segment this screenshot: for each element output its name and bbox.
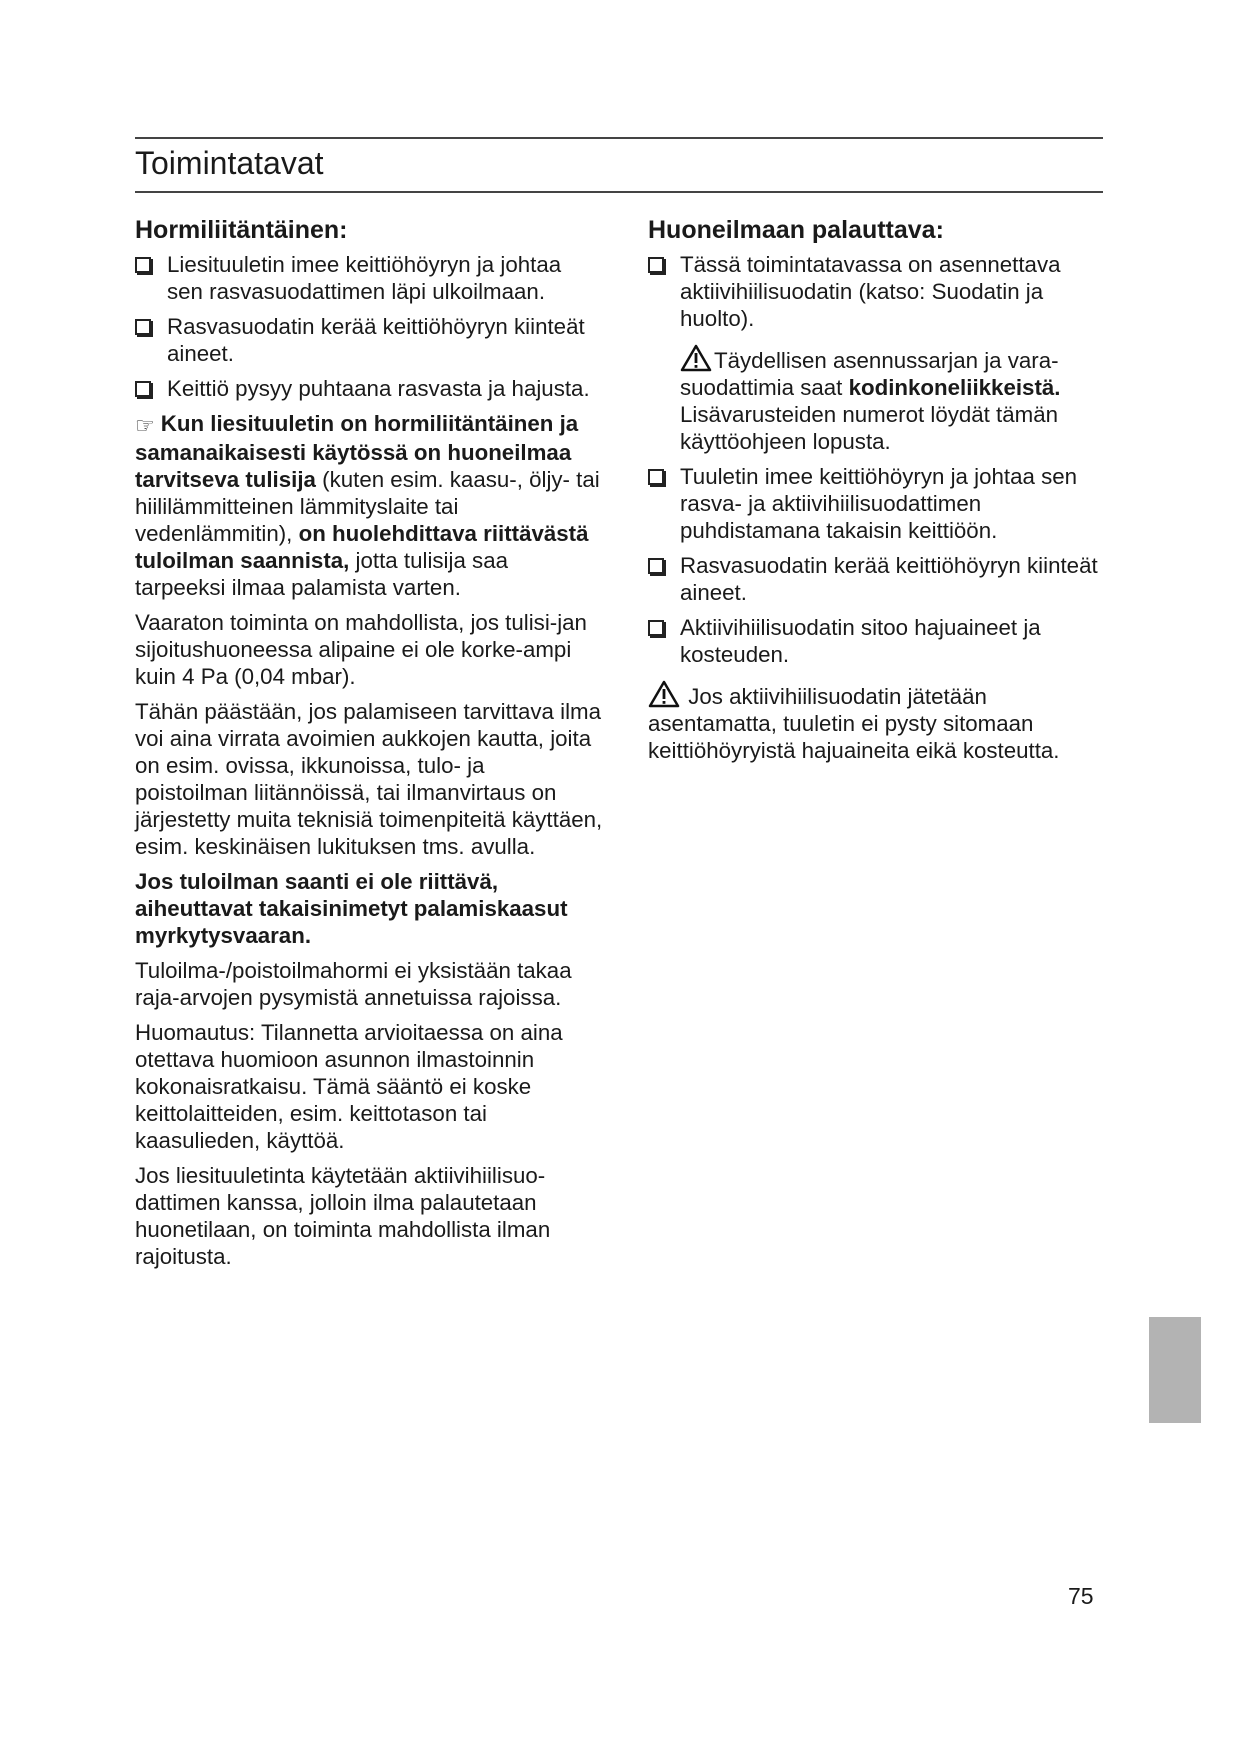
note-paragraph <box>135 410 603 601</box>
bullet-text: Tuuletin imee keittiöhöyryn ja johtaa sen rasva- ja aktiivihiilisuodattimen puhdistamana takaisin keittiöön. <box>680 464 1078 543</box>
bullet-text: Keittiö pysyy puhtaana rasvasta ja hajusta. <box>167 376 590 401</box>
left-heading: Hormiliitäntäinen: <box>135 216 348 244</box>
checkbox-bullet-icon <box>648 620 664 636</box>
list-item <box>648 614 1098 668</box>
checkbox-bullet-icon <box>648 469 664 485</box>
warning-triangle-icon <box>680 344 712 372</box>
checkbox-bullet-icon <box>135 381 151 397</box>
bullet-text: Rasvasuodatin kerää keittiöhöyryn kiinteät aineet. <box>167 314 585 366</box>
warning-text-1: Täydellisen asennussarjan ja vara-suodattimia saat <box>680 348 1059 400</box>
paragraph: Huomautus: Tilannetta arvioitaessa on aina otettava huomioon asunnon ilmastoinnin kokonaisratkaisu. Tämä sääntö ei koske keittolaitteiden, esim. keittotason tai kaasulieden, käyttöä. <box>135 1020 563 1153</box>
paragraph: Tuloilma-/poistoilmahormi ei yksistään takaa raja-arvojen pysymistä annetuissa rajoissa. <box>135 958 572 1010</box>
list-item <box>648 463 1098 544</box>
warning-text: Jos aktiivihiilisuodatin jätetään asentamatta, tuuletin ei pysty sitomaan keittiöhöyryistä hajuaineita eikä kosteutta. <box>648 684 1060 763</box>
right-column <box>648 215 1098 772</box>
section-title: Toimintatavat <box>135 145 324 181</box>
warning-bold: kodinkoneliikkeistä. <box>848 375 1061 400</box>
chapter-side-tab <box>1149 1317 1201 1423</box>
right-heading: Huoneilmaan palauttava: <box>648 216 944 244</box>
list-item <box>135 251 603 305</box>
list-item <box>135 375 603 402</box>
list-item <box>135 313 603 367</box>
note-text-1: (kuten esim. kaasu-, öljy- tai hiililämmitteinen lämmityslaite tai vedenlämmitin), <box>135 467 600 546</box>
note-bold-1: Kun liesituuletin on hormiliitäntäinen ja samanaikaisesti käytössä on huoneilmaa tarvitseva tulisija <box>135 411 579 492</box>
left-column <box>135 215 603 1278</box>
paragraph: Vaaraton toiminta on mahdollista, jos tulisi-jan sijoitushuoneessa alipaine ei ole korke-ampi kuin 4 Pa (0,04 mbar). <box>135 610 587 689</box>
note-bold-2: on huolehdittava riittävästä tuloilman saannista, <box>135 521 589 573</box>
pointing-hand-icon: ☞ <box>135 413 155 438</box>
paragraph: Tähän päästään, jos palamiseen tarvittava ilma voi aina virrata avoimien aukkojen kautta, joita on esim. ovissa, ikkunoissa, tulo- ja poistoilman liitännöissä, tai ilmanvirtaus on järjestetty muita teknisiä toimenpiteitä käyttäen, esim. keskinäisen lukituksen tms. avulla. <box>135 699 603 859</box>
paragraph: Jos liesituuletinta käytetään aktiivihiilisuo-dattimen kanssa, jolloin ilma palautetaan huonetilaan, on toiminta mahdollista ilman rajoitusta. <box>135 1163 551 1269</box>
checkbox-bullet-icon <box>135 257 151 273</box>
warning-paragraph <box>135 868 603 949</box>
warning-note <box>648 344 1098 455</box>
warning-bold-text: Jos tuloilman saanti ei ole riittävä, aiheuttavat takaisinimetyt palamiskaasut myrkytysvaaran. <box>135 869 568 948</box>
checkbox-bullet-icon <box>135 319 151 335</box>
bullet-text: Rasvasuodatin kerää keittiöhöyryn kiinteät aineet. <box>680 553 1098 605</box>
bullet-text: Liesituuletin imee keittiöhöyryn ja johtaa sen rasvasuodattimen läpi ulkoilmaan. <box>167 252 562 304</box>
title-underline <box>135 191 1103 193</box>
bullet-text: Tässä toimintatavassa on asennettava aktiivihiilisuodatin (katso: Suodatin ja huolto). <box>680 252 1061 331</box>
checkbox-bullet-icon <box>648 257 664 273</box>
checkbox-bullet-icon <box>648 558 664 574</box>
top-rule <box>135 137 1103 139</box>
warning-triangle-icon <box>648 680 680 708</box>
list-item <box>648 251 1098 332</box>
warning-text-2: Lisävarusteiden numerot löydät tämän käyttöohjeen lopusta. <box>680 402 1059 454</box>
list-item <box>648 552 1098 606</box>
page-number: 75 <box>1068 1583 1094 1609</box>
bullet-text: Aktiivihiilisuodatin sitoo hajuaineet ja kosteuden. <box>680 615 1041 667</box>
warning-note <box>648 680 1098 764</box>
note-text-2: jotta tulisija saa tarpeeksi ilmaa palamista varten. <box>135 548 508 600</box>
